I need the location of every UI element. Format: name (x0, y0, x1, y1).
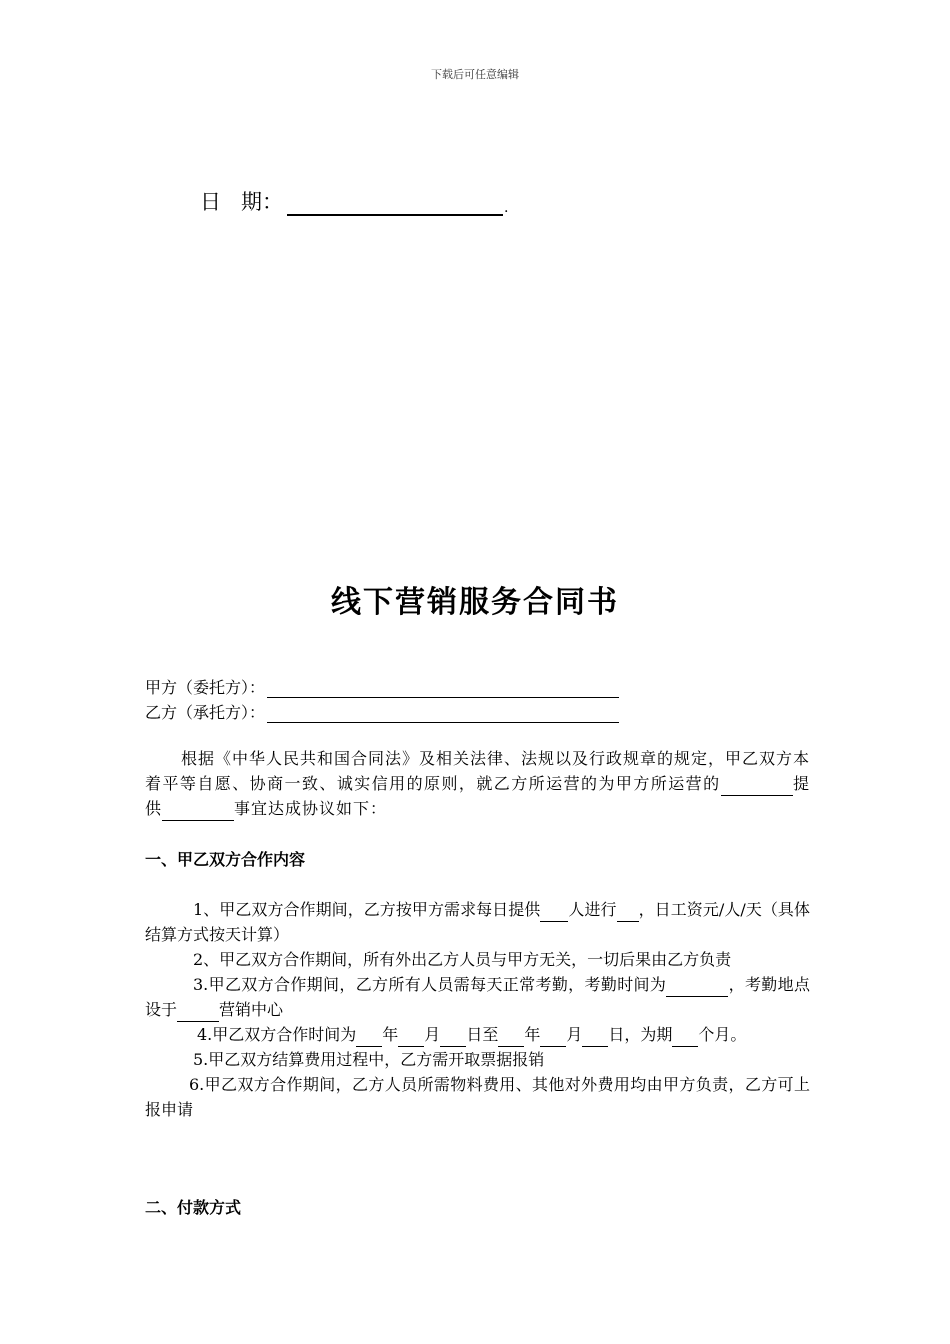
blank-field[interactable] (498, 1028, 524, 1047)
section-heading-2: 二、付款方式 (145, 1198, 242, 1217)
item-1 (145, 897, 810, 947)
item-text: 4.甲乙双方合作时间为 (197, 1025, 357, 1044)
date-label-b: 期： (241, 190, 283, 214)
date-trailing-dot: . (504, 200, 509, 216)
intro-text: 根据《中华人民共和国合同法》及相关法律、法规以及行政规章的规定，甲乙双方本着平等自愿、协商一致、诚实信用的原则，就乙方所运营的为甲方所运营的 (145, 749, 811, 793)
blank-field[interactable] (440, 1028, 466, 1047)
date-line (200, 186, 508, 216)
party-b-label: 乙方（承托方）： (145, 703, 266, 722)
item-3 (145, 972, 810, 1022)
date-blank-field[interactable] (287, 192, 503, 216)
item-text: 个月。 (698, 1025, 747, 1044)
item-text: 1、甲乙双方合作期间，乙方按甲方需求每日提供 (193, 900, 541, 919)
document-title: 线下营销服务合同书 (331, 585, 619, 620)
blank-field[interactable] (356, 1028, 382, 1047)
blank-field[interactable] (177, 1003, 219, 1022)
item-2: 2、甲乙双方合作期间，所有外出乙方人员与甲方无关，一切后果由乙方负责 (193, 950, 732, 969)
party-b-row (145, 698, 619, 723)
item-text: 人进行 (568, 900, 617, 919)
blank-field[interactable] (672, 1028, 698, 1047)
blank-field[interactable] (398, 1028, 424, 1047)
blank-field[interactable] (540, 1028, 566, 1047)
date-label (200, 186, 283, 216)
intro-text-end: 事宜达成协议如下： (234, 799, 388, 818)
party-a-label: 甲方（委托方）： (145, 678, 266, 697)
item-text: 营销中心 (219, 1000, 284, 1019)
section-heading-1: 一、甲乙双方合作内容 (145, 850, 306, 869)
item-6: 6.甲乙双方合作期间，乙方人员所需物料费用、其他对外费用均由甲方负责，乙方可上报申请 (145, 1075, 810, 1119)
parties-block (145, 673, 619, 723)
item-text: 月 (566, 1025, 583, 1044)
item-text: 日至 (466, 1025, 499, 1044)
date-label-a: 日 (200, 190, 221, 214)
intro-text-mid: 提供 (145, 774, 810, 818)
party-a-row (145, 673, 619, 698)
blank-field[interactable] (666, 978, 728, 997)
blank-field[interactable] (617, 903, 639, 922)
blank-field[interactable] (162, 802, 234, 821)
cooperation-items (145, 897, 810, 1122)
blank-field[interactable] (540, 903, 568, 922)
party-b-blank-field[interactable] (267, 704, 619, 723)
item-text: 日，为期 (608, 1025, 673, 1044)
item-text: ，考勤地点设于 (145, 975, 810, 1019)
intro-paragraph (145, 746, 810, 821)
item-text: ，日工资元/人/天（具体结算方式按天计算） (145, 900, 810, 944)
item-5: 5.甲乙双方结算费用过程中，乙方需开取票据报销 (193, 1050, 545, 1069)
blank-field[interactable] (582, 1028, 608, 1047)
item-text: 年 (524, 1025, 541, 1044)
party-a-blank-field[interactable] (267, 679, 619, 698)
item-text: 月 (424, 1025, 441, 1044)
blank-field[interactable] (721, 777, 793, 796)
item-text: 3.甲乙双方合作期间，乙方所有人员需每天正常考勤，考勤时间为 (193, 975, 667, 994)
item-4 (145, 1022, 810, 1047)
header-note: 下载后可任意编辑 (431, 68, 519, 81)
item-text: 年 (382, 1025, 399, 1044)
